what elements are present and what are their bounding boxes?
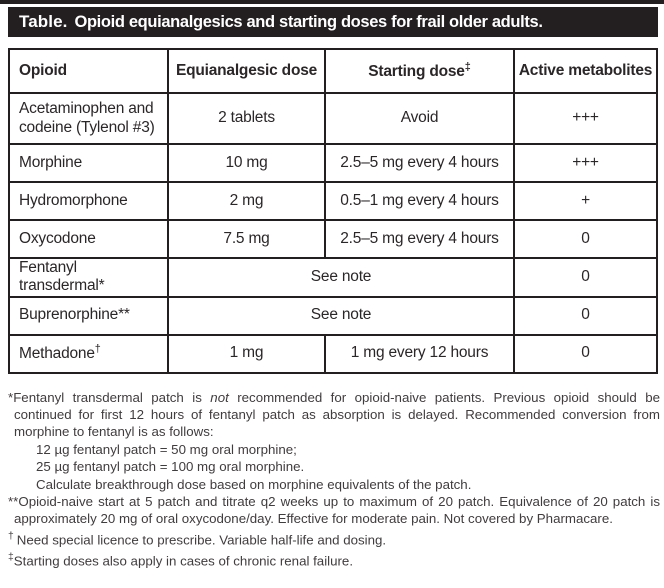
cell-opioid: Fentanyl transdermal* <box>9 258 168 297</box>
cell-starting-dose: 2.5–5 mg every 4 hours <box>325 144 514 182</box>
methadone-footnote-mark: † <box>94 343 101 356</box>
cell-opioid: Hydromorphone <box>9 182 168 220</box>
footnote-breakthrough: Calculate breakthrough dose based on morphine equivalents of the patch. <box>36 476 472 492</box>
cell-see-note: See note <box>168 297 514 335</box>
cell-starting-dose: 2.5–5 mg every 4 hours <box>325 220 514 258</box>
cell-active-metabolites: + <box>514 182 657 220</box>
footnotes <box>5 389 660 570</box>
cell-starting-dose: 1 mg every 12 hours <box>325 335 514 373</box>
cell-equianalgesic-dose: 2 tablets <box>168 93 325 144</box>
table-title-text: Opioid equianalgesics and starting doses for frail older adults. <box>74 12 543 31</box>
table-row-methadone <box>9 335 657 373</box>
footnote-buprenorphine <box>5 493 660 528</box>
cell-active-metabolites: 0 <box>514 297 657 335</box>
footnote-marker: * <box>8 389 14 405</box>
table-row-oxycodone <box>9 220 657 258</box>
cell-active-metabolites: 0 <box>514 220 657 258</box>
table-row-acetaminophen-codeine <box>9 93 657 144</box>
footnote-marker: ‡ <box>8 551 14 563</box>
cell-opioid: Acetaminophen and codeine (Tylenol #3) <box>9 93 168 144</box>
cell-equianalgesic-dose: 2 mg <box>168 182 325 220</box>
footnote-text: Starting doses also apply in cases of chronic renal failure. <box>13 553 354 569</box>
cell-opioid: Oxycodone <box>9 220 168 258</box>
footnote-text: Fentanyl transdermal patch is <box>13 389 211 405</box>
col-header-equianalgesic-dose: Equianalgesic dose <box>168 49 325 93</box>
table-header-row <box>9 49 657 93</box>
col-header-active-metabolites: Active metabolites <box>514 49 657 93</box>
cell-opioid <box>9 335 168 373</box>
footnote-text: recommended for opioid-naive patients. Previous opioid should be continued for first 12 hours of fentanyl patch as absorption is delayed. Recommended conversion from morphine to fentanyl is as follows: <box>14 389 660 440</box>
cell-active-metabolites: 0 <box>514 258 657 297</box>
col-header-starting-dose-text: Starting dose <box>368 63 465 81</box>
footnote-marker: † <box>8 530 14 542</box>
footnote-italic-word: not <box>210 389 229 405</box>
table-title-label: Table. <box>19 12 68 31</box>
cell-starting-dose: 0.5–1 mg every 4 hours <box>325 182 514 220</box>
col-header-starting-dose <box>325 49 514 93</box>
cell-see-note: See note <box>168 258 514 297</box>
footnote-fentanyl <box>5 389 660 441</box>
table-title-bar <box>8 7 658 37</box>
cell-equianalgesic-dose: 1 mg <box>168 335 325 373</box>
footnote-text: Opioid-naive start at 5 patch and titrate q2 weeks up to maximum of 20 patch. Equivalence of 20 patch is approximately 20 mg of oral oxycodone/day. Effective for moderate pain. Not covered by Pharmacare. <box>14 494 660 527</box>
starting-dose-footnote-mark: ‡ <box>464 60 471 73</box>
cell-opioid: Morphine <box>9 144 168 182</box>
table-row-hydromorphone <box>9 182 657 220</box>
table-row-morphine <box>9 144 657 182</box>
cell-active-metabolites: +++ <box>514 93 657 144</box>
footnote-conversion-25ug: 25 µg fentanyl patch = 100 mg oral morphine. <box>36 459 305 475</box>
cell-equianalgesic-dose: 10 mg <box>168 144 325 182</box>
footnote-text: Need special licence to prescribe. Variable half-life and dosing. <box>16 532 387 548</box>
cell-starting-dose: Avoid <box>325 93 514 144</box>
cell-active-metabolites: 0 <box>514 335 657 373</box>
col-header-opioid: Opioid <box>9 49 168 93</box>
cell-active-metabolites: +++ <box>514 144 657 182</box>
footnote-methadone <box>5 528 660 549</box>
top-rule <box>0 0 664 4</box>
footnote-marker: ** <box>8 494 19 509</box>
cell-opioid-text: Methadone <box>19 345 95 363</box>
opioid-table <box>8 48 658 374</box>
cell-opioid: Buprenorphine** <box>9 297 168 335</box>
cell-equianalgesic-dose: 7.5 mg <box>168 220 325 258</box>
footnote-conversion-12ug: 12 µg fentanyl patch = 50 mg oral morphine; <box>36 441 297 457</box>
table-row-buprenorphine <box>9 297 657 335</box>
table-row-fentanyl-transdermal <box>9 258 657 297</box>
footnote-starting-doses <box>5 549 660 570</box>
